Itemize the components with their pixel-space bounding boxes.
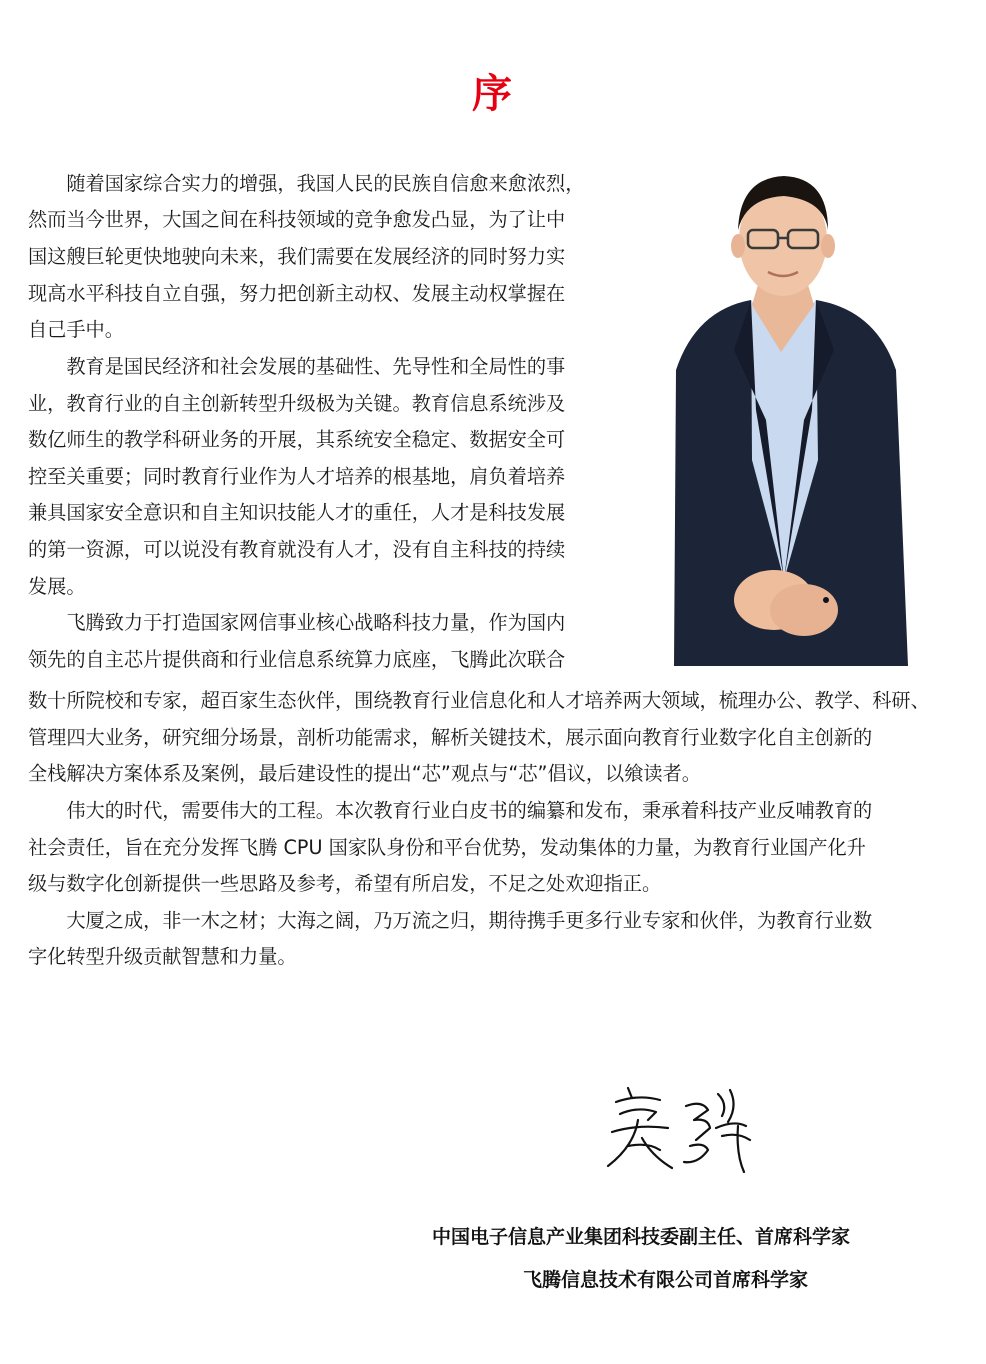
paragraph-line: 的第一资源，可以说没有教育就没有人才，没有自主科技的持续 <box>28 538 566 561</box>
paragraph-line: 兼具国家安全意识和自主知识技能人才的重任，人才是科技发展 <box>28 501 566 524</box>
author-title-line2: 飞腾信息技术有限公司首席科学家 <box>523 1269 809 1291</box>
paragraph-line: 然而当今世界，大国之间在科技领域的竞争愈发凸显，为了让中 <box>28 208 566 231</box>
paragraph-line: 飞腾致力于打造国家网信事业核心战略科技力量，作为国内 <box>28 611 566 634</box>
paragraph-line: 教育是国民经济和社会发展的基础性、先导性和全局性的事 <box>28 355 566 378</box>
page-title: 序 <box>472 71 514 117</box>
paragraph-line: 随着国家综合实力的增强，我国人民的民族自信愈来愈浓烈， <box>28 172 585 195</box>
handwritten-signature <box>598 1076 758 1186</box>
paragraph-line: 社会责任，旨在充分发挥飞腾 CPU 国家队身份和平台优势，发动集体的力量，为教育行业国产化升 <box>28 836 866 859</box>
paragraph-line: 字化转型升级贡献智慧和力量。 <box>28 945 297 968</box>
paragraph-line: 控至关重要；同时教育行业作为人才培养的根基地，肩负着培养 <box>28 465 566 488</box>
paragraph-line: 发展。 <box>28 575 86 598</box>
paragraph-line: 数十所院校和专家，超百家生态伙伴，围绕教育行业信息化和人才培养两大领域，梳理办公、教学、科研、 <box>28 689 930 712</box>
paragraph-line: 大厦之成，非一木之材；大海之阔，乃万流之归，期待携手更多行业专家和伙伴，为教育行业数 <box>28 909 873 932</box>
paragraph-line: 数亿师生的教学科研业务的开展，其系统安全稳定、数据安全可 <box>28 428 566 451</box>
paragraph-line: 伟大的时代，需要伟大的工程。本次教育行业白皮书的编纂和发布，秉承着科技产业反哺教育的 <box>28 799 873 822</box>
author-title-line1: 中国电子信息产业集团科技委副主任、首席科学家 <box>432 1226 851 1248</box>
paragraph-line: 领先的自主芯片提供商和行业信息系统算力底座，飞腾此次联合 <box>28 648 566 671</box>
paragraph-line: 全栈解决方案体系及案例，最后建设性的提出“芯”观点与“芯”倡议，以飨读者。 <box>28 762 701 785</box>
paragraph-line: 管理四大业务，研究细分场景，剖析功能需求，解析关键技术，展示面向教育行业数字化自主创新的 <box>28 726 873 749</box>
paragraph-line: 级与数字化创新提供一些思路及参考，希望有所启发，不足之处欢迎指正。 <box>28 872 662 895</box>
paragraph-line: 国这艘巨轮更快地驶向未来，我们需要在发展经济的同时努力实 <box>28 245 566 268</box>
paragraph-line: 业，教育行业的自主创新转型升级极为关键。教育信息系统涉及 <box>28 392 566 415</box>
portrait-photo <box>656 160 914 666</box>
paragraph-line: 现高水平科技自立自强，努力把创新主动权、发展主动权掌握在 <box>28 282 566 305</box>
paragraph-line: 自己手中。 <box>28 318 124 341</box>
